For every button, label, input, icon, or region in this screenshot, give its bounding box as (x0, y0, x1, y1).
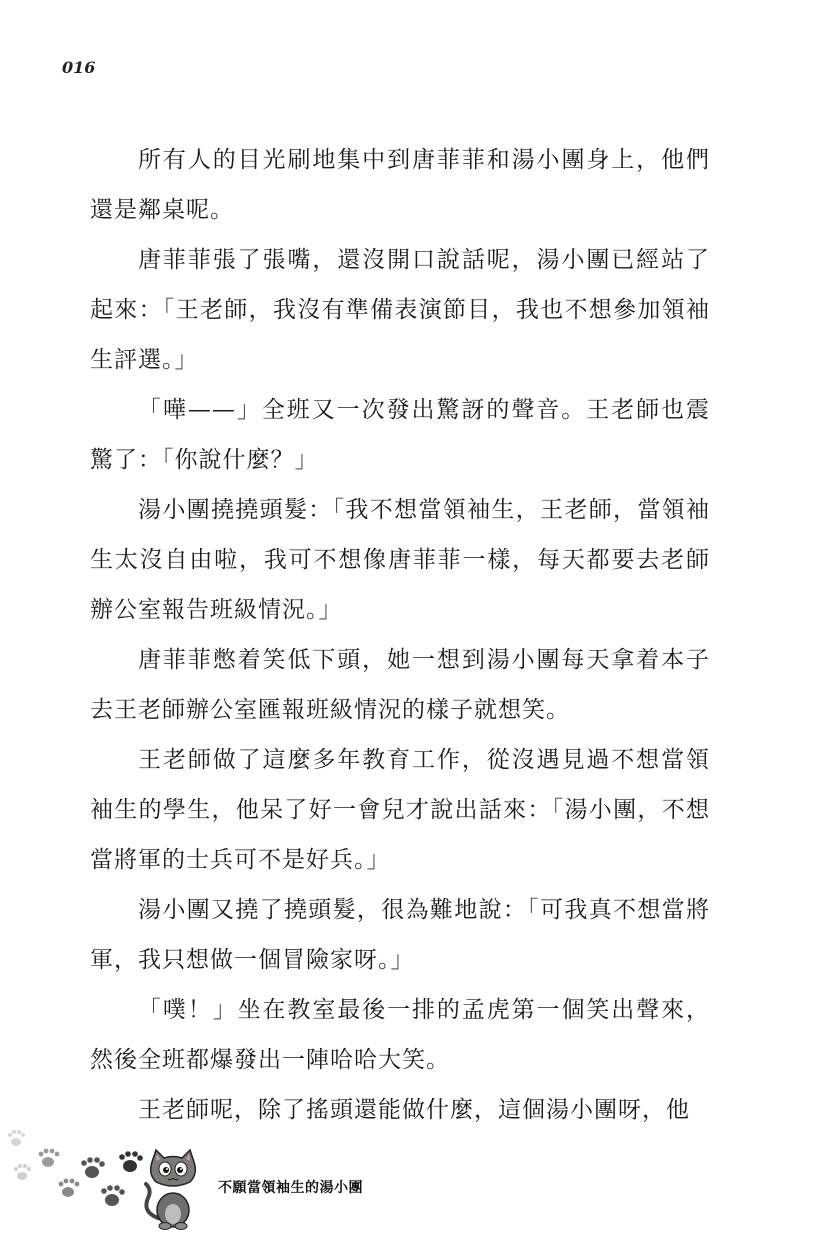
paragraph: 所有人的目光刷地集中到唐菲菲和湯小團身上，他們還是鄰桌呢。 (90, 147, 710, 223)
paragraph: 王老師做了這麼多年教育工作，從沒遇見過不想當領袖生的學生，他呆了好一會兒才說出話來：「湯小團，不想當將軍的士兵可不是好兵。」 (90, 747, 710, 873)
paragraph: 唐菲菲憋着笑低下頭，她一想到湯小團每天拿着本子去王老師辦公室匯報班級情況的樣子就想笑。 (90, 647, 710, 723)
paragraph: 湯小團又撓了撓頭髮，很為難地說：「可我真不想當將軍，我只想做一個冒險家呀。」 (90, 897, 710, 973)
cat-mascot-icon (140, 1148, 206, 1230)
paragraph: 唐菲菲張了張嘴，還沒開口說話呢，湯小團已經站了起來：「王老師，我沒有準備表演節目，我也不想參加領袖生評選。」 (90, 247, 710, 373)
book-title: 不願當領袖生的湯小團 (218, 1180, 363, 1196)
paragraph: 王老師呢，除了搖頭還能做什麼，這個湯小團呀，他 (138, 1097, 690, 1123)
paragraph: 「嘩——」全班又一次發出驚訝的聲音。王老師也震驚了：「你說什麼？」 (90, 397, 710, 473)
paragraph: 「噗！」坐在教室最後一排的孟虎第一個笑出聲來，然後全班都爆發出一陣哈哈大笑。 (90, 997, 710, 1073)
paw-prints-icon (0, 1120, 160, 1230)
page-number: 016 (62, 58, 96, 77)
paragraph: 湯小團撓撓頭髮：「我不想當領袖生，王老師，當領袖生太沒自由啦，我可不想像唐菲菲一樣，每天都要去老師辦公室報告班級情況。」 (90, 497, 710, 623)
body-text (90, 135, 710, 1135)
footer (0, 1120, 827, 1240)
